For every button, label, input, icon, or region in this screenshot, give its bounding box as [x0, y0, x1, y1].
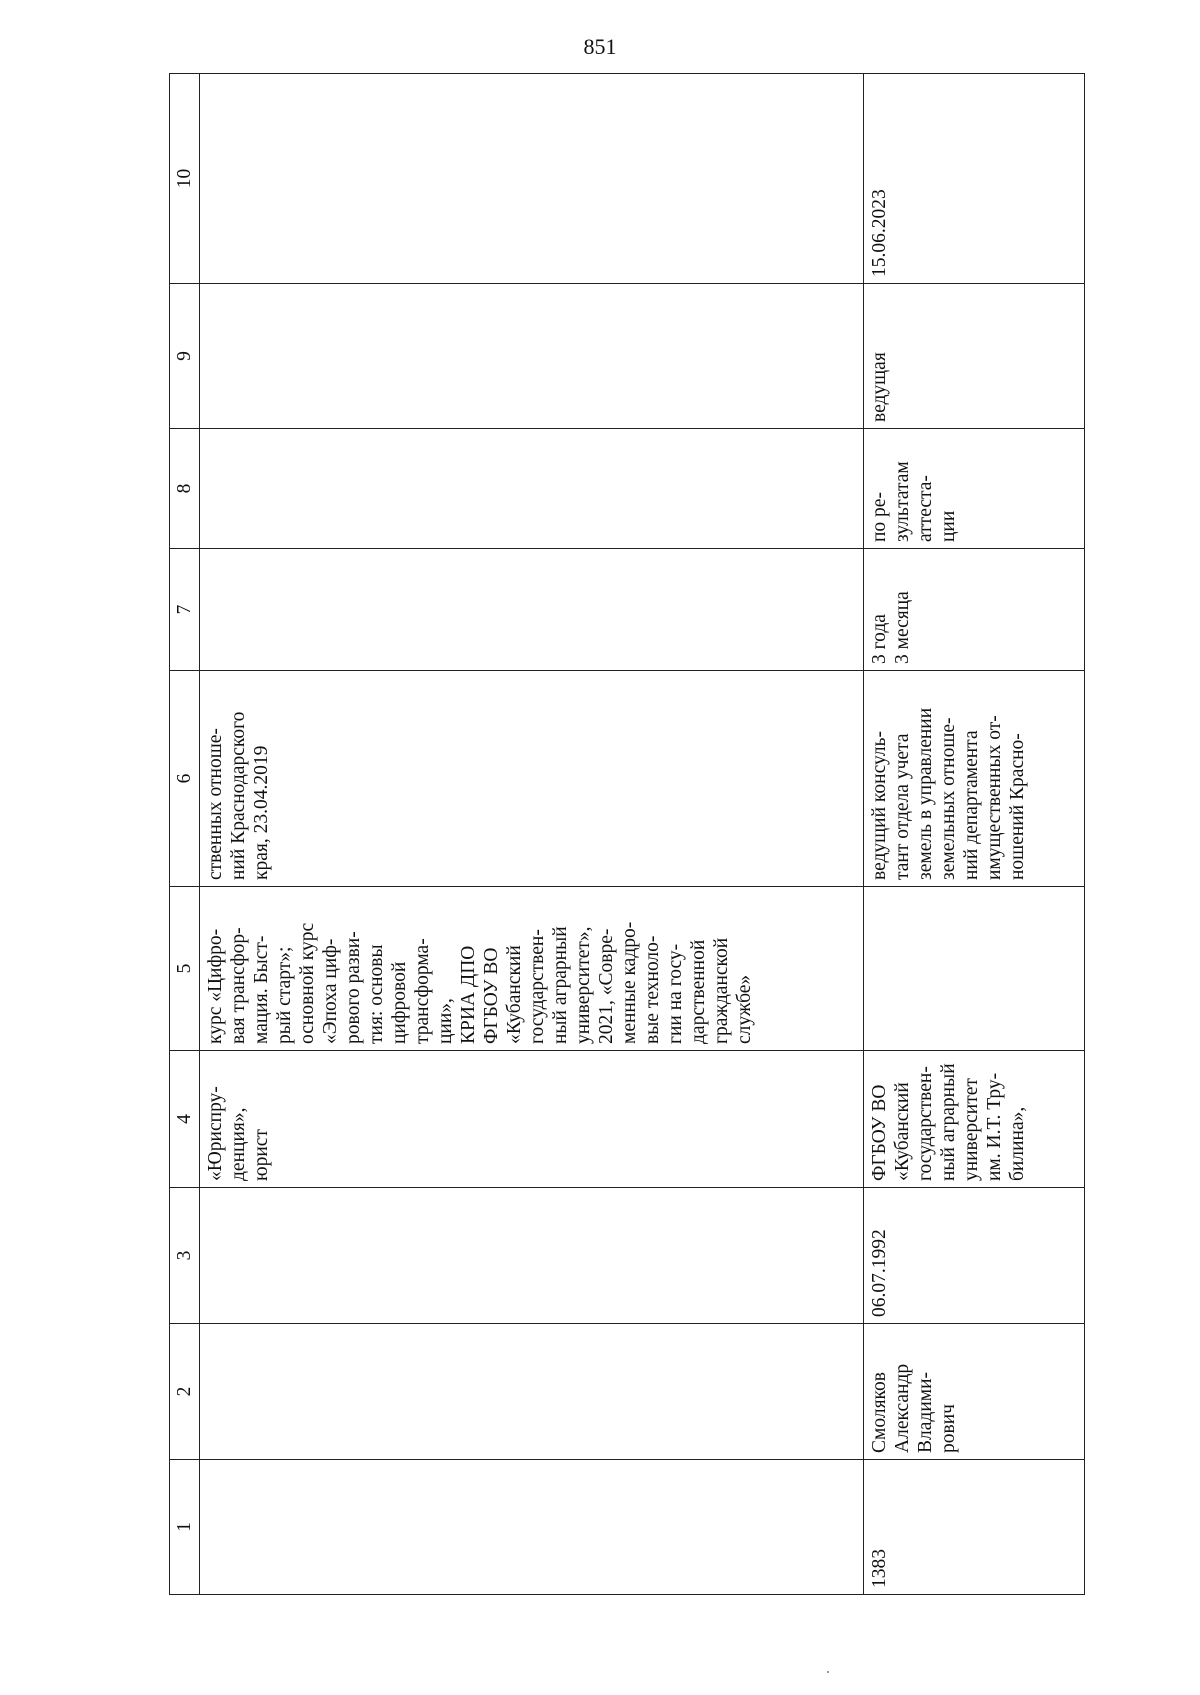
cell-inclusion-basis [864, 429, 1085, 549]
column-number-row [170, 74, 200, 1595]
cell-text-line: трансформа- [412, 938, 433, 1044]
cell-text-line: рович [938, 1404, 959, 1453]
column-header: 7 [170, 549, 200, 671]
cell-additional-education [864, 887, 1085, 1051]
column-header: 1 [170, 1460, 200, 1595]
cell-text-line: по ре- [869, 492, 890, 542]
cell-number [200, 1460, 864, 1595]
cell-text-line: рового разви- [343, 931, 364, 1044]
cell-text-line: ный аграрный [550, 926, 571, 1044]
cell-inclusion-date [864, 74, 1085, 284]
cell-text-line: ведущий консуль- [869, 730, 890, 880]
cell-full-name [200, 1324, 864, 1460]
cell-text-line: службе» [734, 974, 755, 1044]
cell-text-line: курс «Цифро- [205, 928, 226, 1044]
cell-text-line: имущественных от- [984, 715, 1005, 880]
cell-text-line: «Эпоха циф- [320, 938, 341, 1044]
cell-text-line: гражданской [711, 937, 732, 1044]
column-header: 5 [170, 887, 200, 1051]
cell-text-line: ФГБОУ ВО [869, 1084, 890, 1181]
person-row-1383 [864, 74, 1085, 1595]
cell-experience [200, 549, 864, 671]
cell-text-line: ственных отноше- [205, 728, 226, 880]
cell-text-line: 3 года [869, 614, 890, 664]
cell-inclusion-basis [200, 429, 864, 549]
cell-text-line: 15.06.2023 [869, 189, 890, 277]
cell-text-line: ний департамента [961, 730, 982, 880]
cell-text-line: государствен- [915, 1066, 936, 1181]
cell-text-line: вые техноло- [642, 935, 663, 1044]
column-header: 9 [170, 284, 200, 429]
column-header: 8 [170, 429, 200, 549]
cell-birth-date [200, 1188, 864, 1324]
page-number: 851 [583, 34, 617, 59]
column-header: 6 [170, 671, 200, 887]
cell-number [864, 1460, 1085, 1595]
column-header: 3 [170, 1188, 200, 1324]
cell-text-line: вая трансфор- [228, 927, 249, 1044]
cell-text-line: ношений Красно- [1007, 733, 1028, 880]
cell-text-line: билина», [1007, 1106, 1028, 1181]
cell-text-line: «Кубанский [504, 945, 525, 1044]
cell-text-line: основной курс [297, 922, 318, 1044]
cell-text-line: цифровой [389, 961, 410, 1044]
cell-text-line: юрист [251, 1129, 272, 1181]
cell-text-line: ции», [435, 998, 456, 1044]
cell-text-line: аттеста- [915, 475, 936, 542]
cell-text-line: тия: основы [366, 944, 387, 1044]
cell-text-line: Владими- [915, 1371, 936, 1453]
rotated-table-wrapper [169, 74, 1069, 1595]
column-header: 4 [170, 1051, 200, 1188]
cell-text-line: ный аграрный [938, 1063, 959, 1181]
cell-position [864, 671, 1085, 887]
personnel-table [169, 73, 1085, 1595]
scan-speck [827, 1671, 829, 1673]
cell-text-line: ний Краснодарского [228, 711, 249, 880]
cell-position-group [864, 284, 1085, 429]
cell-text-line: мация. Быст- [251, 935, 272, 1044]
cell-text-line: Александр [892, 1363, 913, 1453]
cell-text-line: университет [961, 1078, 982, 1181]
cell-text-line: 3 месяца [892, 591, 913, 664]
cell-text-line: государствен- [527, 929, 548, 1044]
cell-text-line: рый старт»; [274, 946, 295, 1044]
cell-text-line: «Юриспру- [205, 1086, 226, 1181]
column-header: 2 [170, 1324, 200, 1460]
continuation-row [200, 74, 864, 1595]
column-header: 10 [170, 74, 200, 284]
cell-text-line: гии на госу- [665, 943, 686, 1044]
cell-experience [864, 549, 1085, 671]
cell-text-line: Смоляков [869, 1372, 890, 1453]
cell-text-line: «Кубанский [892, 1082, 913, 1181]
cell-text-line: дарственной [688, 939, 709, 1044]
cell-inclusion-date [200, 74, 864, 284]
cell-text-line: ции [938, 510, 959, 542]
cell-text-line: менные кадро- [619, 921, 640, 1044]
cell-birth-date [864, 1188, 1085, 1324]
cell-text-line: земель в управлении [915, 707, 936, 880]
cell-additional-education [200, 887, 864, 1051]
cell-text-line: ведущая [869, 352, 890, 422]
cell-full-name [864, 1324, 1085, 1460]
cell-text-line: им. И.Т. Тру- [984, 1072, 1005, 1181]
cell-text-line: земельных отноше- [938, 717, 959, 880]
cell-text-line: зультатам [892, 461, 913, 542]
cell-text-line: края, 23.04.2019 [251, 745, 272, 880]
cell-text-line: 06.07.1992 [869, 1229, 890, 1317]
cell-education [864, 1051, 1085, 1188]
cell-text-line: тант отдела учета [892, 733, 913, 880]
cell-text-line: 2021, «Совре- [596, 928, 617, 1044]
cell-text-line: ФГБОУ ВО [481, 947, 502, 1044]
cell-text-line: КРИА ДПО [458, 945, 479, 1044]
cell-education [200, 1051, 864, 1188]
cell-position [200, 671, 864, 887]
cell-text-line: 1383 [869, 1549, 890, 1588]
cell-position-group [200, 284, 864, 429]
cell-text-line: денция», [228, 1107, 249, 1181]
cell-text-line: университет», [573, 926, 594, 1044]
